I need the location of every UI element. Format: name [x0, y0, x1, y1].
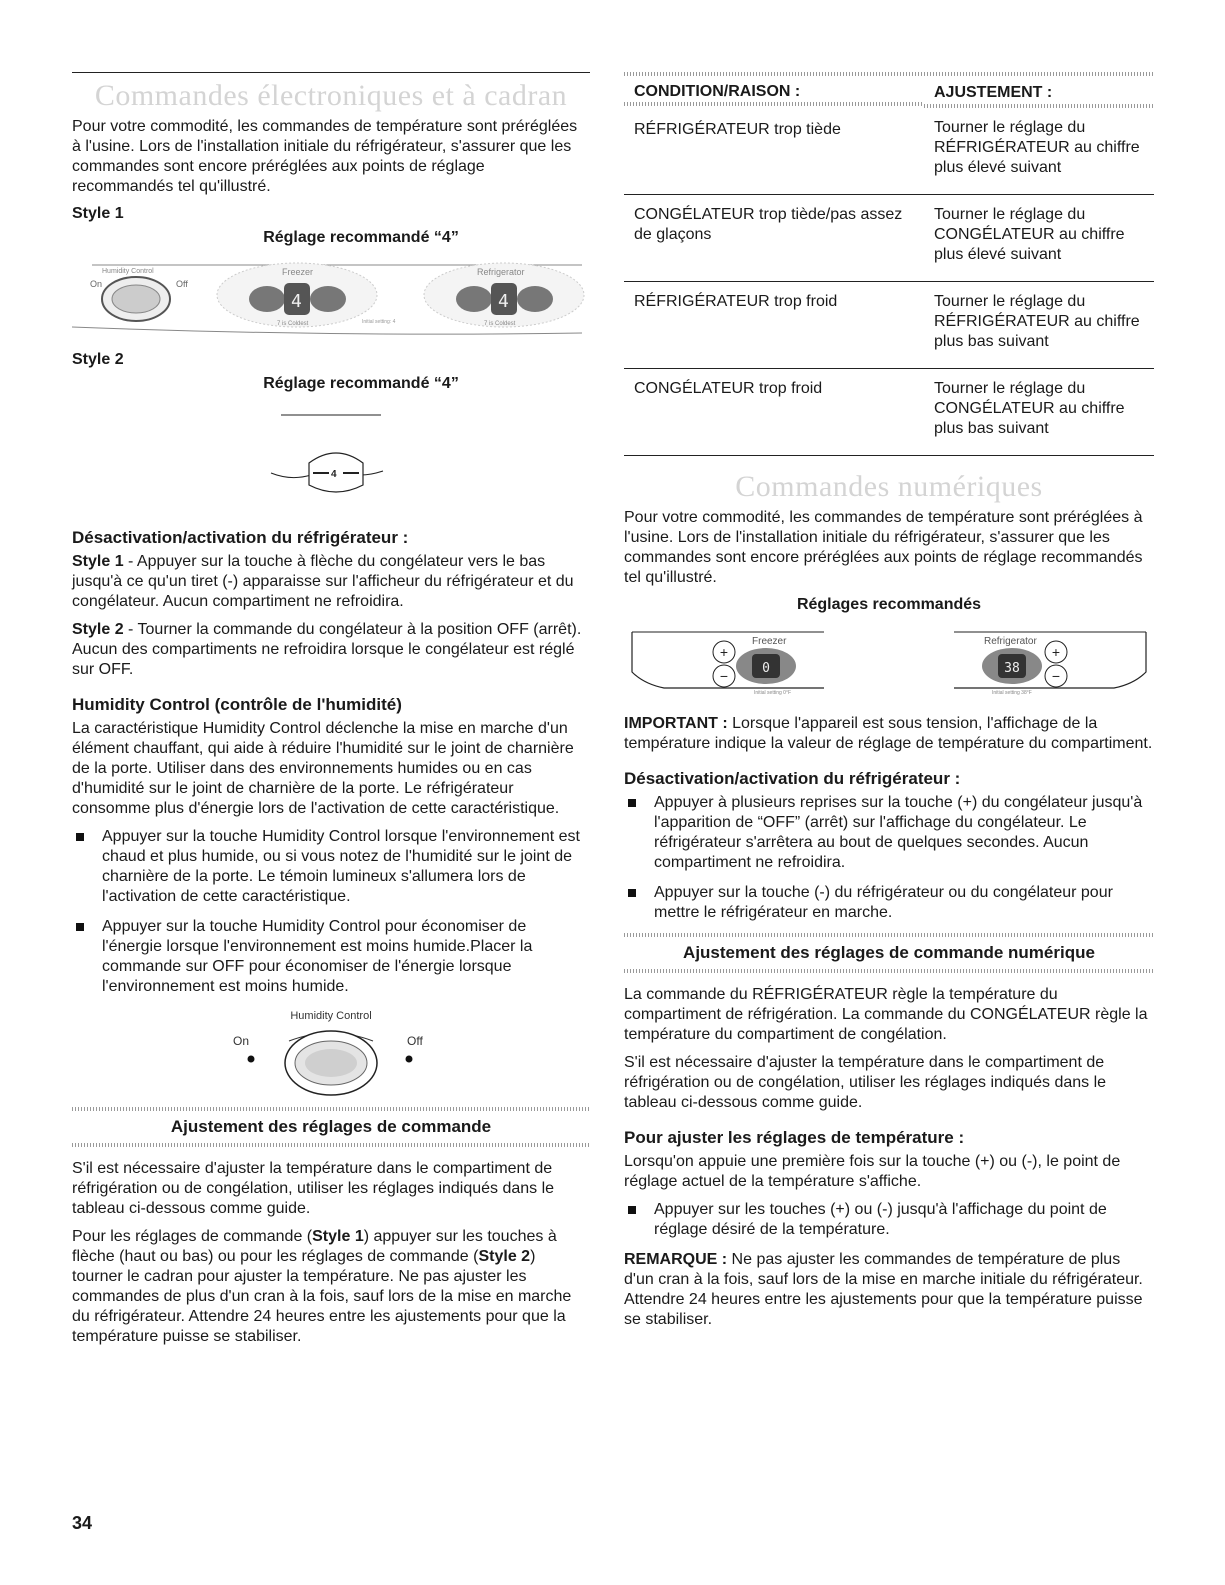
- table-row: [624, 195, 1154, 282]
- list-item: [624, 793, 1154, 873]
- humidity-on-label: On: [233, 1034, 250, 1048]
- table-cell-adjust: Tourner le réglage du RÉFRIGÉRATEUR au chiffre plus bas suivant: [924, 282, 1154, 369]
- table-cell-adjust: Tourner le réglage du RÉFRIGÉRATEUR au chiffre plus élevé suivant: [924, 108, 1154, 195]
- off-label: Off: [176, 279, 188, 289]
- hatched-rule: [624, 933, 1154, 937]
- left-column: [72, 72, 590, 1355]
- humidity-bullet-list: [72, 827, 590, 997]
- temp-heading: Pour ajuster les réglages de température :: [624, 1128, 965, 1147]
- section-title-electronic-dial: Commandes électroniques et à cadran: [94, 79, 568, 112]
- style2-dial-figure: [221, 403, 441, 513]
- deact-style1-paragraph: [72, 552, 590, 612]
- remarque-paragraph: [624, 1250, 1154, 1330]
- bold-run: Style 1: [312, 1228, 364, 1245]
- header-condition: CONDITION/RAISON :: [624, 76, 924, 108]
- minus-icon: −: [1051, 668, 1061, 684]
- adjust-controls-heading: Ajustement des réglages de commande: [170, 1117, 492, 1136]
- digital-adjust-heading: Ajustement des réglages de commande numérique: [683, 943, 1095, 962]
- style1-recommended: Réglage recommandé “4”: [263, 229, 459, 246]
- temp-paragraph: Lorsqu'on appuie une première fois sur la touche (+) ou (-), le point de réglage actuel de la température s'affiche.: [624, 1153, 1121, 1190]
- digital-deactivation-heading: Désactivation/activation du réfrigérateur :: [624, 769, 961, 788]
- table-row: [624, 108, 1154, 195]
- bold-run: Style 2: [478, 1248, 531, 1265]
- section-title-digital: Commandes numériques: [735, 470, 1043, 503]
- list-item: [72, 917, 590, 997]
- freezer-down-arrow: [249, 286, 285, 312]
- table-cell-condition: RÉFRIGÉRATEUR trop tiède: [624, 108, 924, 195]
- digital-adjust-paragraph-2: S'il est nécessaire d'ajuster la température dans le compartiment de réfrigération ou de congélation, utiliser les réglages indiqués dans le tableau ci-dessous comme guide.: [624, 1054, 1107, 1111]
- minus-icon: −: [719, 668, 729, 684]
- freezer-coldest: 7 is Coldest: [277, 321, 309, 327]
- on-label: On: [90, 279, 103, 289]
- list-item: [72, 827, 590, 907]
- table-row: [624, 369, 1154, 456]
- refrigerator-label: Refrigerator: [984, 636, 1037, 647]
- digital-control-figure: [624, 624, 1154, 704]
- text-run: Pour les réglages de commande (: [72, 1228, 313, 1245]
- deact-style2-paragraph: [72, 620, 590, 680]
- table-cell-condition: RÉFRIGÉRATEUR trop froid: [624, 282, 924, 369]
- adjust-paragraph-1: S'il est nécessaire d'ajuster la température dans le compartiment de réfrigération ou de congélation, utiliser les réglages indiqués dans le tableau ci-dessous comme guide.: [72, 1160, 555, 1217]
- freezer-display: 0: [762, 661, 770, 676]
- fridge-coldest: 7 is Coldest: [484, 321, 516, 327]
- freezer-up-arrow: [310, 286, 346, 312]
- humidity-control-figure: [221, 1007, 441, 1099]
- bullet-icon: [628, 1206, 636, 1214]
- table-cell-adjust: Tourner le réglage du CONGÉLATEUR au chiffre plus élevé suivant: [924, 195, 1154, 282]
- plus-icon: +: [1051, 644, 1061, 660]
- remarque-label: REMARQUE :: [624, 1251, 728, 1268]
- header-adjust: AJUSTEMENT :: [924, 76, 1154, 108]
- digital-intro-paragraph: Pour votre commodité, les commandes de température sont préréglées à l'usine. Lors de l'installation initiale du réfrigérateur, s'assurer que les commandes sont encore préréglées aux points de réglage recommandés tel qu'illustré.: [624, 509, 1143, 586]
- table-cell-condition: CONGÉLATEUR trop tiède/pas assez de glaçons: [624, 195, 924, 282]
- fridge-up-arrow: [517, 286, 553, 312]
- important-text: Lorsque l'appareil est sous tension, l'affichage de la température indique la valeur de réglage de température du compartiment.: [624, 715, 1153, 752]
- adjust-paragraph-2: [72, 1227, 590, 1347]
- digital-recommended: Réglages recommandés: [796, 596, 982, 613]
- fridge-display: 38: [1004, 661, 1020, 676]
- deactivation-heading: Désactivation/activation du réfrigérateur :: [72, 528, 409, 547]
- top-rule: [72, 72, 590, 73]
- bullet-icon: [76, 923, 84, 931]
- list-item-text: Appuyer à plusieurs reprises sur la touche (+) du congélateur jusqu'à l'apparition de “OFF” (arrêt) sur l'affichage du congélateur. Le réfrigérateur s'arrêtera au bout de quelques secondes. Aucun compartiment ne refroidira.: [654, 794, 1143, 871]
- important-paragraph: [624, 714, 1154, 754]
- style1-control-panel-figure: [72, 257, 590, 345]
- digital-adjust-paragraph-1: La commande du RÉFRIGÉRATEUR règle la température du compartiment de réfrigération. La commande du CONGÉLATEUR règle la température du compartiment de congélation.: [624, 986, 1148, 1043]
- style1-label: Style 1: [72, 205, 124, 222]
- adjustment-table: [624, 76, 1154, 456]
- fridge-initial: Initial setting 38°F: [992, 690, 1032, 696]
- freezer-initial: Initial setting 0°F: [754, 690, 792, 696]
- list-item-text: Appuyer sur la touche (-) du réfrigérateur ou du congélateur pour mettre le réfrigérateur en marche.: [654, 884, 1113, 921]
- remarque-text: Ne pas ajuster les commandes de température de plus d'un cran à la fois, sauf lors de la mise en marche initiale du réfrigérateur. Attendre 24 heures entre les ajustements pour que la température puisse se stabiliser.: [624, 1251, 1143, 1328]
- list-item-text: Appuyer sur les touches (+) ou (-) jusqu'à l'affichage du point de réglage désiré de la température.: [654, 1201, 1107, 1238]
- refrigerator-label: Refrigerator: [477, 267, 525, 277]
- initial-setting: Initial setting: 4: [362, 319, 396, 325]
- humidity-off-label: Off: [407, 1034, 423, 1048]
- hatched-rule: [624, 969, 1154, 973]
- bullet-icon: [628, 889, 636, 897]
- list-item: [624, 1200, 1154, 1240]
- freezer-label: Freezer: [752, 636, 787, 647]
- humidity-paragraph: La caractéristique Humidity Control déclenche la mise en marche d'un élément chauffant, qui aide à réduire l'humidité sur le joint de charnière de la porte. Utiliser dans des environnements humides ou en cas d'humidité sur le joint de charnière de la porte. Le réfrigérateur consomme plus d'énergie lors de l'activation de cette caractéristique.: [72, 720, 574, 817]
- table-cell-condition: CONGÉLATEUR trop froid: [624, 369, 924, 456]
- right-column: [624, 72, 1154, 1338]
- digital-deact-list: [624, 793, 1154, 923]
- table-row: [624, 282, 1154, 369]
- freezer-digit: 4: [291, 291, 302, 312]
- hatched-rule: [72, 1143, 590, 1147]
- table-header-row: [624, 76, 1154, 108]
- style2-recommended: Réglage recommandé “4”: [263, 375, 459, 392]
- list-item: [624, 883, 1154, 923]
- deact-style2-text: - Tourner la commande du congélateur à la position OFF (arrêt). Aucun des compartiments ne refroidira lorsque le congélateur est réglé sur OFF.: [72, 621, 582, 678]
- deact-style2-bold: Style 2: [72, 621, 124, 638]
- deact-style1-bold: Style 1: [72, 553, 124, 570]
- list-item-text: Appuyer sur la touche Humidity Control pour économiser de l'énergie lorsque l'environnement est moins humide.Placer la commande sur OFF pour économiser de l'énergie lorsque l'environnement est moins humide.: [102, 918, 533, 995]
- dial-digit: 4: [331, 469, 337, 480]
- hatched-rule: [72, 1107, 590, 1111]
- freezer-label: Freezer: [282, 267, 314, 277]
- text-run: ) appuyer sur les touches à flèche (haut ou bas) ou pour les réglages de commande (: [72, 1228, 557, 1265]
- humidity-figure-title: Humidity Control: [290, 1010, 372, 1022]
- intro-paragraph: Pour votre commodité, les commandes de température sont préréglées à l'usine. Lors de l'installation initiale du réfrigérateur, s'assurer que les commandes sont encore préréglées aux points de réglage recommandés tel qu'illustré.: [72, 118, 578, 195]
- plus-icon: +: [719, 644, 729, 660]
- table-cell-adjust: Tourner le réglage du CONGÉLATEUR au chiffre plus bas suivant: [924, 369, 1154, 456]
- temp-bullet-list: [624, 1200, 1154, 1240]
- deact-style1-text: - Appuyer sur la touche à flèche du congélateur vers le bas jusqu'à ce qu'un tiret (-) apparaisse sur l'afficheur du réfrigérateur et du congélateur. Aucun compartiment ne refroidira.: [72, 553, 574, 610]
- style2-label: Style 2: [72, 351, 124, 368]
- fridge-down-arrow: [456, 286, 492, 312]
- bullet-icon: [628, 799, 636, 807]
- bullet-icon: [76, 833, 84, 841]
- humidity-label: Humidity Control: [102, 268, 154, 275]
- page-number: 34: [72, 1513, 93, 1533]
- text-run: ) tourner le cadran pour ajuster la température. Ne pas ajuster les commandes de plus d'un cran à la fois, sauf lors de la mise en marche du réfrigérateur. Attendre 24 heures entre les ajustements pour que la température puisse se stabiliser.: [72, 1248, 572, 1345]
- list-item-text: Appuyer sur la touche Humidity Control lorsque l'environnement est chaud et plus humide, ou si vous notez de l'humidité sur le joint de charnière de la porte. Le témoin lumineux s'allumera lors de l'activation de cette caractéristique.: [102, 828, 580, 905]
- important-label: IMPORTANT :: [624, 715, 728, 732]
- humidity-heading: Humidity Control (contrôle de l'humidité): [72, 695, 402, 714]
- fridge-digit: 4: [498, 291, 509, 312]
